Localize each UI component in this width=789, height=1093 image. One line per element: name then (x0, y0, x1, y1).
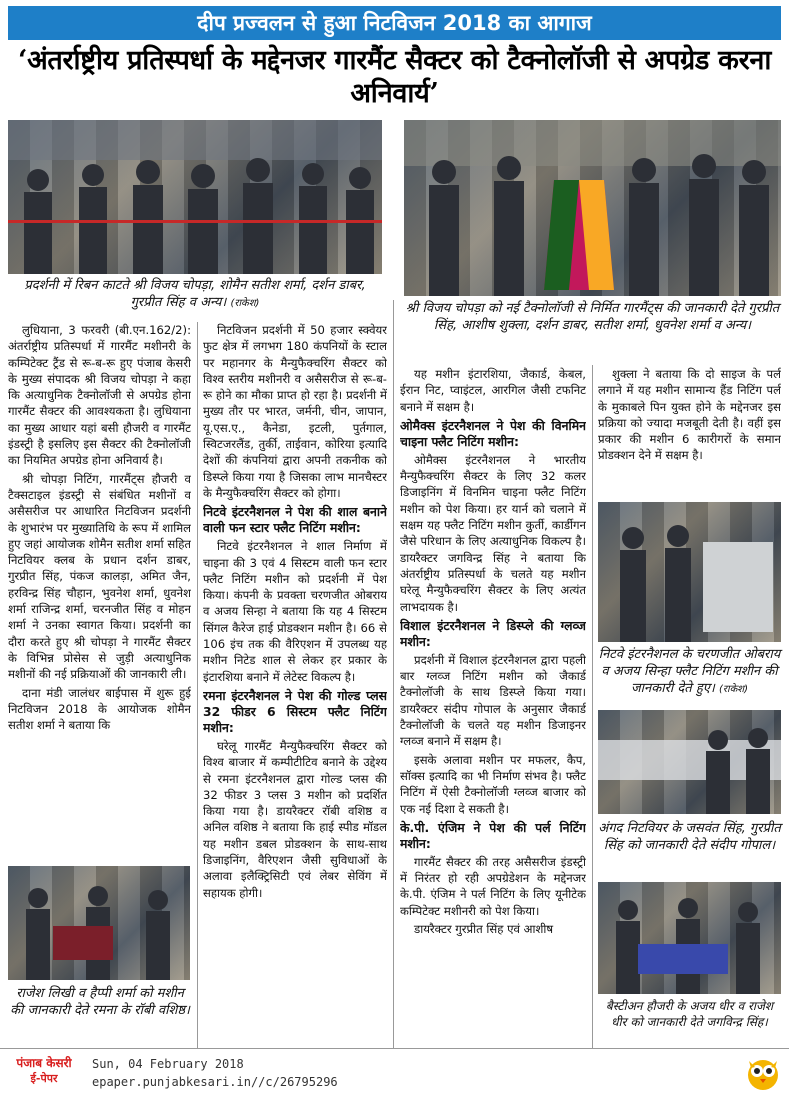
headline: ‘अंतर्राष्ट्रीय प्रतिस्पर्धा के मद्देनजर गारमैंट सैक्टर को टैक्नोलॉजी से अपग्रेड करना अनिवार्य’ (17, 45, 772, 109)
photo-people-illustration (598, 882, 781, 994)
article-column-2: निटविजन प्रदर्शनी में 50 हजार स्क्वेयर फुट क्षेत्र में लगभग 180 कंपनियों के स्टाल पर महानगर के मैन्युफैक्चरिंग सैक्टर को विश्व स्तरीय मशीनरी व असैसरीज से रू-ब-रू होने का मौका प्राप्त हो रहा है। प्रदर्शनी में मुख्य तौर पर भारत, जर्मनी, चीन, जापान, यू.एस.ए., कैनेडा, इटली, पुर्तगाल, स्विटजरलैंड, तुर्की, ताईवान, कोरिया इत्यादि देशों की कंपनियां द्वारा अपनी तकनीक को डिस्प्ले किया गया है जिसका लाभ मानचैस्टर के मैन्युफैक्चरिंग सैक्टर को होगा। निटवे इंटरनैशनल ने पेश की शाल बनाने वाली फन स्टार फ्लैट निटिंग मशीन: निटवे इंटरनैशनल ने शाल निर्माण में चाइना की 3 एवं 4 सिस्टम वाली फन स्टार फ्लैट निटिंग मशीन को प्रदर्शनी में पेश किया। कंपनी के प्रवक्ता चरणजीत ओबराय व अजय सिन्हा ने बताया कि यह 4 सिस्टम सिंगल कैरेज हाई प्रोडक्शन मशीन है। 66 से 106 इंच तक की वैरिएशन में उपलब्ध यह मशीन निटेड शाल से लेकर हर प्रकार के इंटारशिया बनाने में लेटेस्ट विकल्प है। रमना इंटरनैशनल ने पेश की गोल्ड प्लस 32 फीडर 6 सिस्टम फ्लैट निटिंग मशीन: घरेलू गारमैंट मैन्युफैक्चरिंग सैक्टर को विश्व बाजार में कम्पीटीटिव बनाने के उद्देश्य से रमना इंटरनैशनल द्वारा गोल्ड प्लस की 32 फीडर 3 प्लस 3 मशीन को प्रदर्शित किया गया है। डायरैक्टर रॉबी वशिष्ठ व अनिल वशिष्ठ ने बताया कि हाई स्पीड मॉडल यह मशीन डबल प्रोडक्शन के साथ-साथ डिजाइनिंग, वैरिएशन जैसी सुविधाओं के अलावा इलैक्ट्रिसिटी एवं लेबर सेविंग में सहायक होगी। (203, 323, 387, 900)
photo-garment-display[interactable] (404, 120, 781, 296)
photo-people-illustration (8, 866, 190, 980)
article-column-3: यह मशीन इंटारशिया, जैकार्ड, केबल, ईरान निट, प्वाइंटल, आरगिल जैसी टफनिट बनाने में सक्षम है। ओमैक्स इंटरनैशनल ने पेश की विनमिन चाइना फ्लैट निटिंग मशीन: ओमैक्स इंटरनैशनल ने भारतीय मैन्युफैक्चरिंग सैक्टर के लिए 32 कलर डिजाइनिंग में विनमिन चाइना फ्लैट निटिंग मशीन को पेश किया। हर यार्न को चलाने में सक्षम यह फ्लैट निटिंग मशीन कुर्ती, कार्डीगन जैसे परिधान के लिए अत्याधुनिक विकल्प है। डायरैक्टर जगविन्द्र सिंह ने बताया कि अंतर्राष्ट्रीय प्रतिस्पर्धा के चलते यह मशीन घरेलू मैन्युफैक्चरिंग सैक्टर के लिए अत्यंत लाभदायक है। विशाल इंटरनैशनल ने डिस्प्ले की ग्लव्ज मशीन: प्रदर्शनी में विशाल इंटरनैशनल द्वारा पहली बार ग्लव्ज निटिंग मशीन को जैकार्ड टैक्नोलॉजी के साथ डिस्प्ले किया गया। डायरैक्टर संदीप गोपाल के अनुसार जैकार्ड टैक्नोलॉजी के चलते यह मशीन डिजाइनर ग्लव्ज बनाने में सक्षम है। इसके अलावा मशीन पर मफलर, कैप, सॉक्स इत्यादि का भी निर्माण संभव है। फ्लैट निटिंग में ऐसी टैक्नोलॉजी ग्लव्ज बाजार को एक नई दिशा दे सकती है। के.पी. एंजिम ने पेश की पर्ल निटिंग मशीन: गारमैंट सैक्टर की तरह असैसरीज इंडस्ट्री में निरंतर हो रही अपग्रेडेशन के मद्देनजर के.पी. एंजिम ने पर्ल निटिंग के लिए यूनीटेक कम्पिटेक्ट मशीनरी को पेश किया। डायरैक्टर गुरप्रीत सिंह एवं आशीष (400, 367, 586, 937)
photo-caption: निटवे इंटरनैशनल के चरणजीत ओबराय व अजय सिन्हा फ्लैट निटिंग मशीन की जानकारी देते हुए। (राकेश) (598, 647, 781, 696)
photo-caption: श्री विजय चोपड़ा को नई टैक्नोलॉजी से निर्मित गारमैंट्स की जानकारी देते गुरप्रीत सिंह, आशीष शुक्ला, दर्शन डाबर, सतीश शर्मा, धुवनेश शर्मा व अन्य। (405, 301, 780, 333)
photo-caption: बैस्टीअन हौजरी के अजय धीर व राजेश धीर को जानकारी देते जगविन्द्र सिंह। (605, 999, 774, 1029)
column-divider (592, 365, 593, 1048)
photo-people-illustration (8, 120, 382, 274)
photo-people-illustration (598, 502, 781, 642)
photo-caption: राजेश लिखी व हैप्पी शर्मा को मशीन की जानकारी देते रमना के रॉबी वशिष्ठ। (10, 986, 190, 1018)
photo-caption: प्रदर्शनी में रिबन काटते श्री विजय चोपड़ा, शोमैन सतीश शर्मा, दर्शन डाबर, गुरप्रीत सिंह व अन्य। (राकेश) (24, 278, 366, 310)
photo-machine-demo[interactable] (8, 866, 190, 980)
edition-date: Sun, 04 February 2018 (92, 1057, 244, 1071)
photo-glove-machine[interactable] (598, 710, 781, 814)
photo-caption: अंगद निटवियर के जसवंत सिंह, गुरप्रीत सिंह को जानकारी देते संदीप गोपाल। (598, 821, 781, 853)
kicker-banner: दीप प्रज्वलन से हुआ निटविजन 2018 का आगाज (8, 6, 781, 40)
photo-people-illustration (404, 120, 781, 296)
column-divider (393, 300, 394, 1048)
article-column-1: लुधियाना, 3 फरवरी (बी.एन.162/2): अंतर्राष्ट्रीय प्रतिस्पर्धा में गारमैंट मशीनरी के कम्पिटेक्ट ट्रैंड से रू-ब-रू हुए पंजाब केसरी के मुख्य संपादक श्री विजय चोपड़ा ने कहा कि अत्याधुनिक टैक्नोलॉजी से अपग्रेड होना गारमैंट सैक्टर की आवश्यकता है। लुधियाना का मुख्य आधार यहां बसी हौजरी व गारमैंट इंडस्ट्री है इसलिए इस सैक्टर की टैक्नोलॉजी का नियमित अपग्रेड होना अनिवार्य है। श्री चोपड़ा निटिंग, गारमैंट्स हौजरी व टैक्सटाइल इंडस्ट्री से संबंधित मशीनों व असैसरीज पर आधारित निटविजन प्रदर्शनी के शुभारंभ पर मुख्यातिथि के रूप में शामिल हुए जहां आयोजक शोमैन सतीश शर्मा सहित निटवियर क्लब के प्रधान दर्शन डाबर, गुरप्रीत सिंह, पंकज कालड़ा, अमित जैन, हरविन्द्र सिंह चौहान, भुवनेश शर्मा, धुवनेश शर्मा राजिन्द्र शर्मा, चरनजीत सिंह व मोहन शर्मा ने उनका स्वागत किया। प्रदर्शनी का दौरा करते हुए श्री चोपड़ा ने गारमैंट सैक्टर के विभिन्न प्रोसेस से जुड़ी अत्याधुनिक मशीनों की नई प्रक्रियाओं की जानकारी ली। दाना मंडी जालंधर बाईपास में शुरू हुई निटविजन 2018 के आयोजक शोमैन सतीश शर्मा ने बताया कि (8, 323, 191, 733)
photo-ribbon-cutting[interactable] (8, 120, 382, 274)
photo-knitted-fabric[interactable] (598, 882, 781, 994)
photo-people-illustration (598, 710, 781, 814)
owl-icon[interactable] (745, 1053, 781, 1091)
article-column-4: शुक्ला ने बताया कि दो साइज के पर्ल लगाने में यह मशीन सामान्य हैंड निटिंग पर्ल के मुकाबले पिन युक्त होने के मद्देनजर इस प्रक्रिया को ज्यादा मजबूती देती है। वहीं इस प्रकार की मशीन 6 कारीगरों के समान प्रोडक्शन देने में सक्षम है। (598, 367, 781, 463)
footer (0, 1048, 789, 1093)
photo-flat-knitting-machine[interactable] (598, 502, 781, 642)
punjab-kesari-logo[interactable]: पंजाब केसरी ई-पेपर (16, 1056, 72, 1085)
epaper-link[interactable]: epaper.punjabkesari.in//c/26795296 (92, 1075, 338, 1089)
column-divider (197, 322, 198, 1048)
